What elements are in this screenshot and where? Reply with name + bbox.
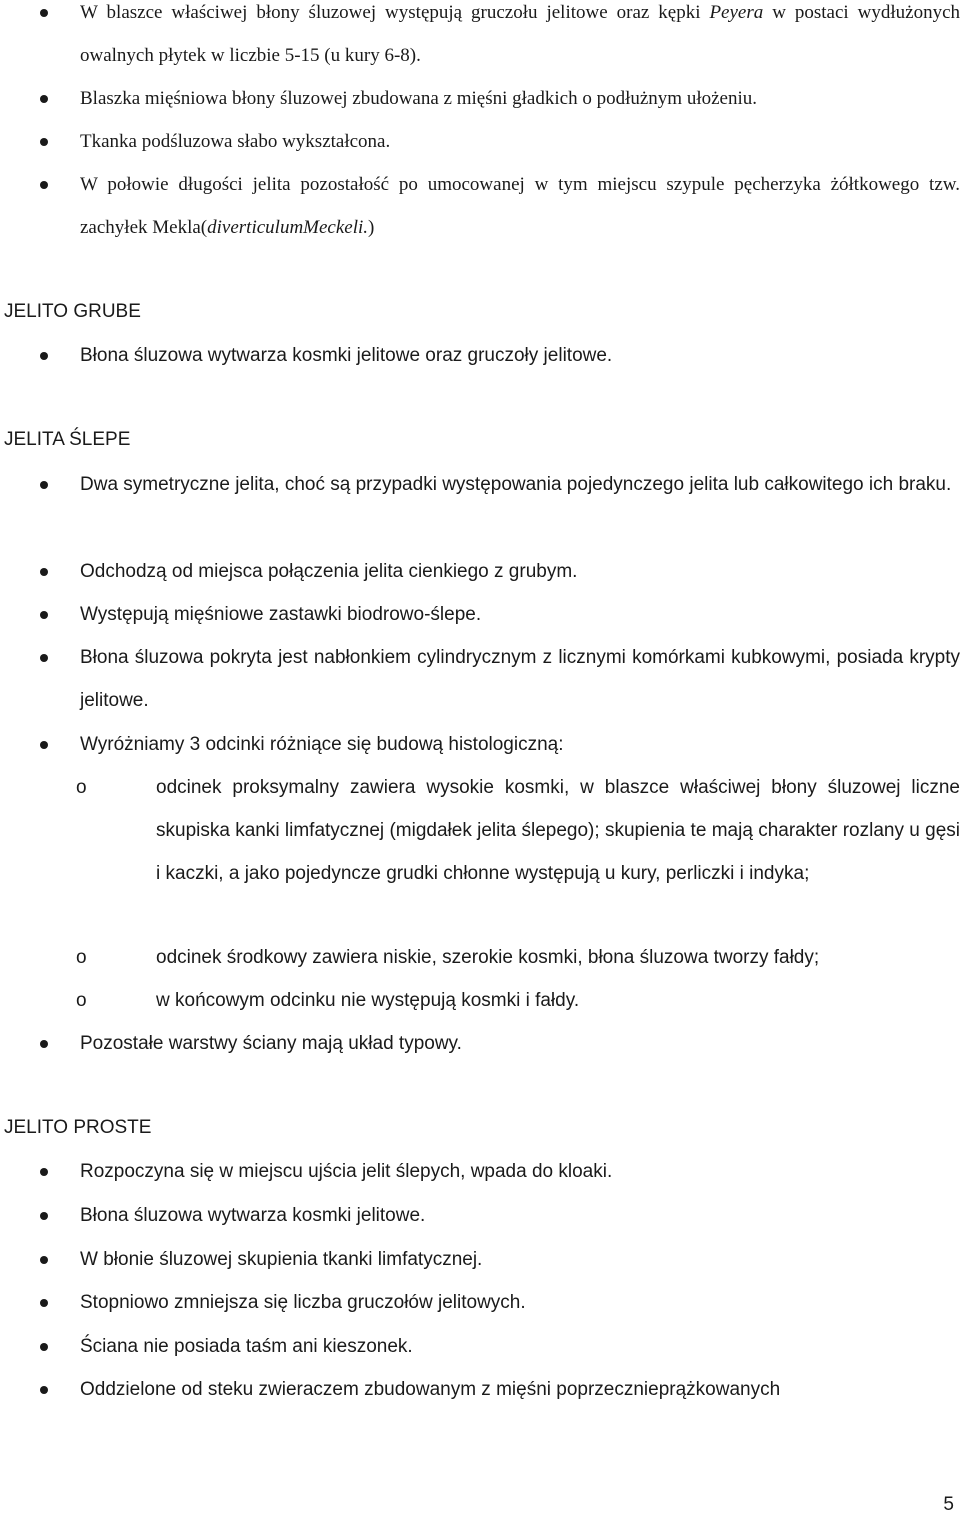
list-item-italic: Peyera — [709, 2, 764, 23]
bullet-icon — [40, 9, 48, 17]
list-item-text: ) — [368, 217, 375, 238]
list-item: Oddzielone od steku zwieraczem zbudowanym z mięśni poprzecznieprążkowanych — [80, 1379, 781, 1400]
page-number: 5 — [943, 1494, 954, 1515]
bullet-icon — [40, 181, 48, 189]
bullet-icon — [40, 611, 48, 619]
sub-list-item: odcinek proksymalny zawiera wysokie kosmki, w blaszce właściwej błony śluzowej liczne skupiska kanki limfatycznej (migdałek jelita ślepego); skupienia te mają charakter rozlany u gęsi i kaczki, a jako pojedyncze grudki chłonne występują u kury, perliczki i indyka; — [156, 777, 960, 884]
list-item-text: W połowie długości jelita pozostałość po umocowanej w tym miejscu szypule pęcherzyka żółtkowego tzw. zachyłek Mekla( — [80, 174, 960, 238]
list-item: Rozpoczyna się w miejscu ujścia jelit ślepych, wpada do kloaki. — [80, 1161, 613, 1182]
list-item-text: w postaci wydłużonych owalnych płytek w liczbie 5-15 (u kury 6-8). — [80, 2, 960, 66]
list-item-peyer-patches — [80, 0, 960, 77]
bullet-icon — [40, 1256, 48, 1264]
section-heading-rectum: JELITO PROSTE — [4, 1117, 152, 1138]
bullet-icon — [40, 1343, 48, 1351]
list-item-meckel — [80, 163, 960, 249]
sub-list-item: odcinek środkowy zawiera niskie, szerokie kosmki, błona śluzowa tworzy fałdy; — [156, 947, 820, 968]
bullet-icon — [40, 568, 48, 576]
list-item: Błona śluzowa pokryta jest nabłonkiem cylindrycznym z licznymi komórkami kubkowymi, posiada krypty jelitowe. — [80, 647, 960, 711]
list-item: Stopniowo zmniejsza się liczba gruczołów jelitowych. — [80, 1292, 526, 1313]
bullet-icon — [40, 1386, 48, 1394]
list-item: Występują mięśniowe zastawki biodrowo-ślepe. — [80, 604, 482, 625]
list-item: Dwa symetryczne jelita, choć są przypadki występowania pojedynczego jelita lub całkowitego ich braku. — [80, 474, 952, 495]
list-item: Błona śluzowa wytwarza kosmki jelitowe oraz gruczoły jelitowe. — [80, 345, 613, 366]
section-heading-large-intestine: JELITO GRUBE — [4, 301, 141, 322]
list-item: Wyróżniamy 3 odcinki różniące się budową histologiczną: — [80, 734, 564, 755]
circle-bullet-icon: o — [76, 777, 87, 798]
bullet-icon — [40, 481, 48, 489]
bullet-icon — [40, 138, 48, 146]
list-item-italic: diverticulumMeckeli. — [207, 217, 369, 238]
bullet-icon — [40, 1168, 48, 1176]
list-item: Odchodzą od miejsca połączenia jelita cienkiego z grubym. — [80, 561, 578, 582]
bullet-icon — [40, 654, 48, 662]
bullet-icon — [40, 95, 48, 103]
list-item: Błona śluzowa wytwarza kosmki jelitowe. — [80, 1205, 426, 1226]
circle-bullet-icon: o — [76, 947, 87, 968]
list-item-submucosa: Tkanka podśluzowa słabo wykształcona. — [80, 131, 391, 152]
bullet-icon — [40, 1299, 48, 1307]
bullet-icon — [40, 741, 48, 749]
list-item: Ściana nie posiada taśm ani kieszonek. — [80, 1336, 413, 1357]
sub-list-item: w końcowym odcinku nie występują kosmki i fałdy. — [156, 990, 580, 1011]
section-heading-caeca: JELITA ŚLEPE — [4, 429, 131, 450]
bullet-icon — [40, 352, 48, 360]
list-item-muscle-layer: Blaszka mięśniowa błony śluzowej zbudowana z mięśni gładkich o podłużnym ułożeniu. — [80, 88, 757, 109]
circle-bullet-icon: o — [76, 990, 87, 1011]
bullet-icon — [40, 1212, 48, 1220]
bullet-icon — [40, 1040, 48, 1048]
list-item: Pozostałe warstwy ściany mają układ typowy. — [80, 1033, 462, 1054]
list-item-text: W blaszce właściwej błony śluzowej występują gruczołu jelitowe oraz kępki — [80, 2, 710, 23]
list-item: W błonie śluzowej skupienia tkanki limfatycznej. — [80, 1249, 483, 1270]
